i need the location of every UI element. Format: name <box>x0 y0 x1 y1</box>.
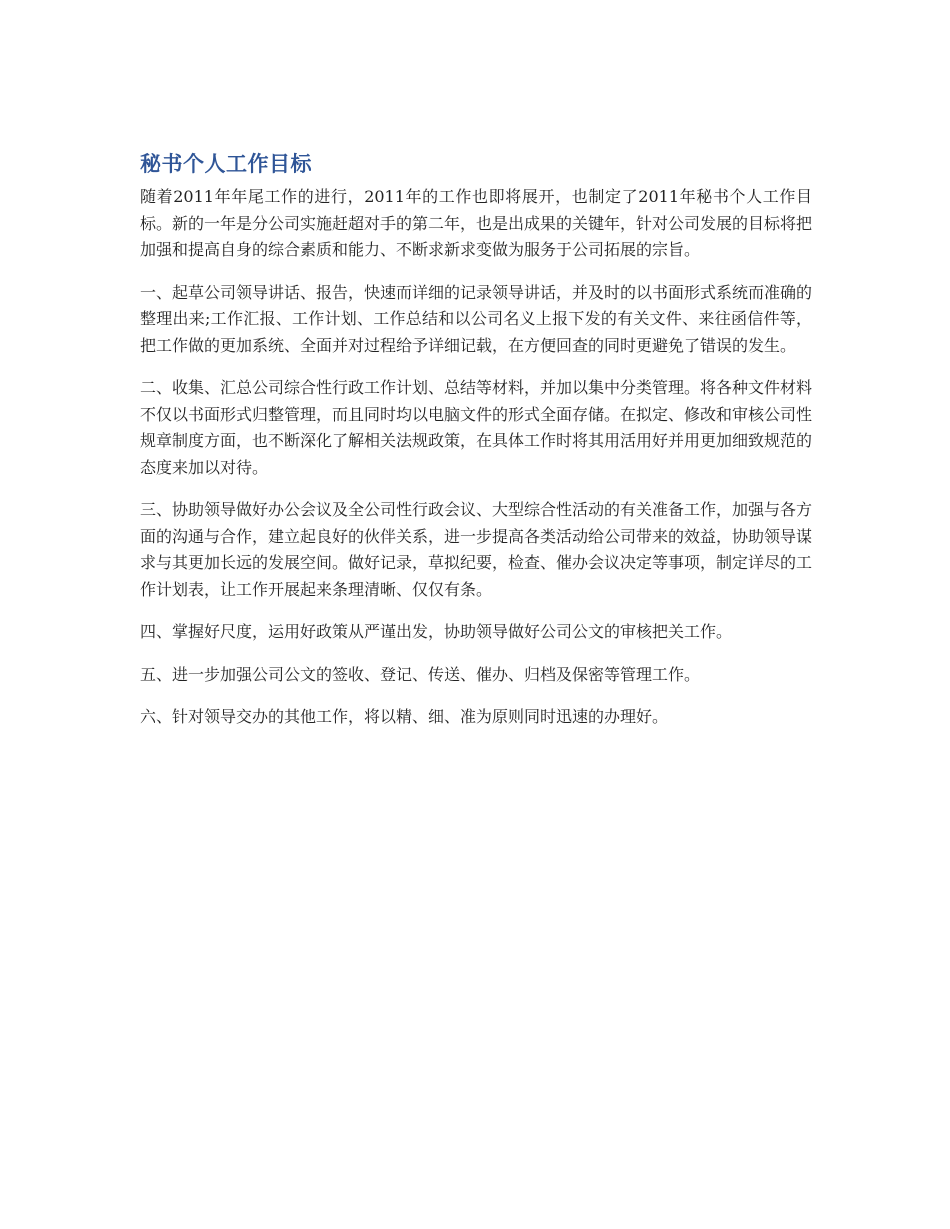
paragraph-item-5: 五、进一步加强公司公文的签收、登记、传送、催办、归档及保密等管理工作。 <box>140 664 701 684</box>
paragraph-item-1: 一、起草公司领导讲话、报告，快速而详细的记录领导讲话，并及时的以书面形式系统而准确的整理出来;工作汇报、工作计划、工作总结和以公司名义上报下发的有关文件、来往函信件等，把工作做的更加系统、全面并对过程给予详细记载，在方便回查的同时更避免了错误的发生。 <box>140 282 813 355</box>
document-page <box>140 150 812 747</box>
paragraph-item-3: 三、协助领导做好办公会议及全公司性行政会议、大型综合性活动的有关准备工作，加强与各方面的沟通与合作，建立起良好的伙伴关系，进一步提高各类活动给公司带来的效益，协助领导谋求与其更加长远的发展空间。做好记录，草拟纪要，检查、催办会议决定等事项，制定详尽的工作计划表，让工作开展起来条理清晰、仅仅有条。 <box>140 500 813 599</box>
paragraph-item-4: 四、掌握好尺度，运用好政策从严谨出发，协助领导做好公司公文的审核把关工作。 <box>140 622 733 641</box>
paragraph-intro: 随着2011年年尾工作的进行，2011年的工作也即将展开，也制定了2011年秘书个人工作目标。新的一年是分公司实施赶超对手的第二年，也是出成果的关键年，针对公司发展的目标将把加强和提高自身的综合素质和能力、不断求新求变做为服务于公司拓展的宗旨。 <box>140 187 813 259</box>
document-title: 秘书个人工作目标 <box>140 152 312 176</box>
paragraph-item-2: 二、收集、汇总公司综合性行政工作计划、总结等材料，并加以集中分类管理。将各种文件材料不仅以书面形式归整管理，而且同时均以电脑文件的形式全面存储。在拟定、修改和审核公司性规章制度方面，也不断深化了解相关法规政策，在具体工作时将其用活用好并用更加细致规范的态度来加以对待。 <box>140 378 813 477</box>
paragraph-item-6: 六、针对领导交办的其他工作，将以精、细、准为原则同时迅速的办理好。 <box>140 707 669 726</box>
